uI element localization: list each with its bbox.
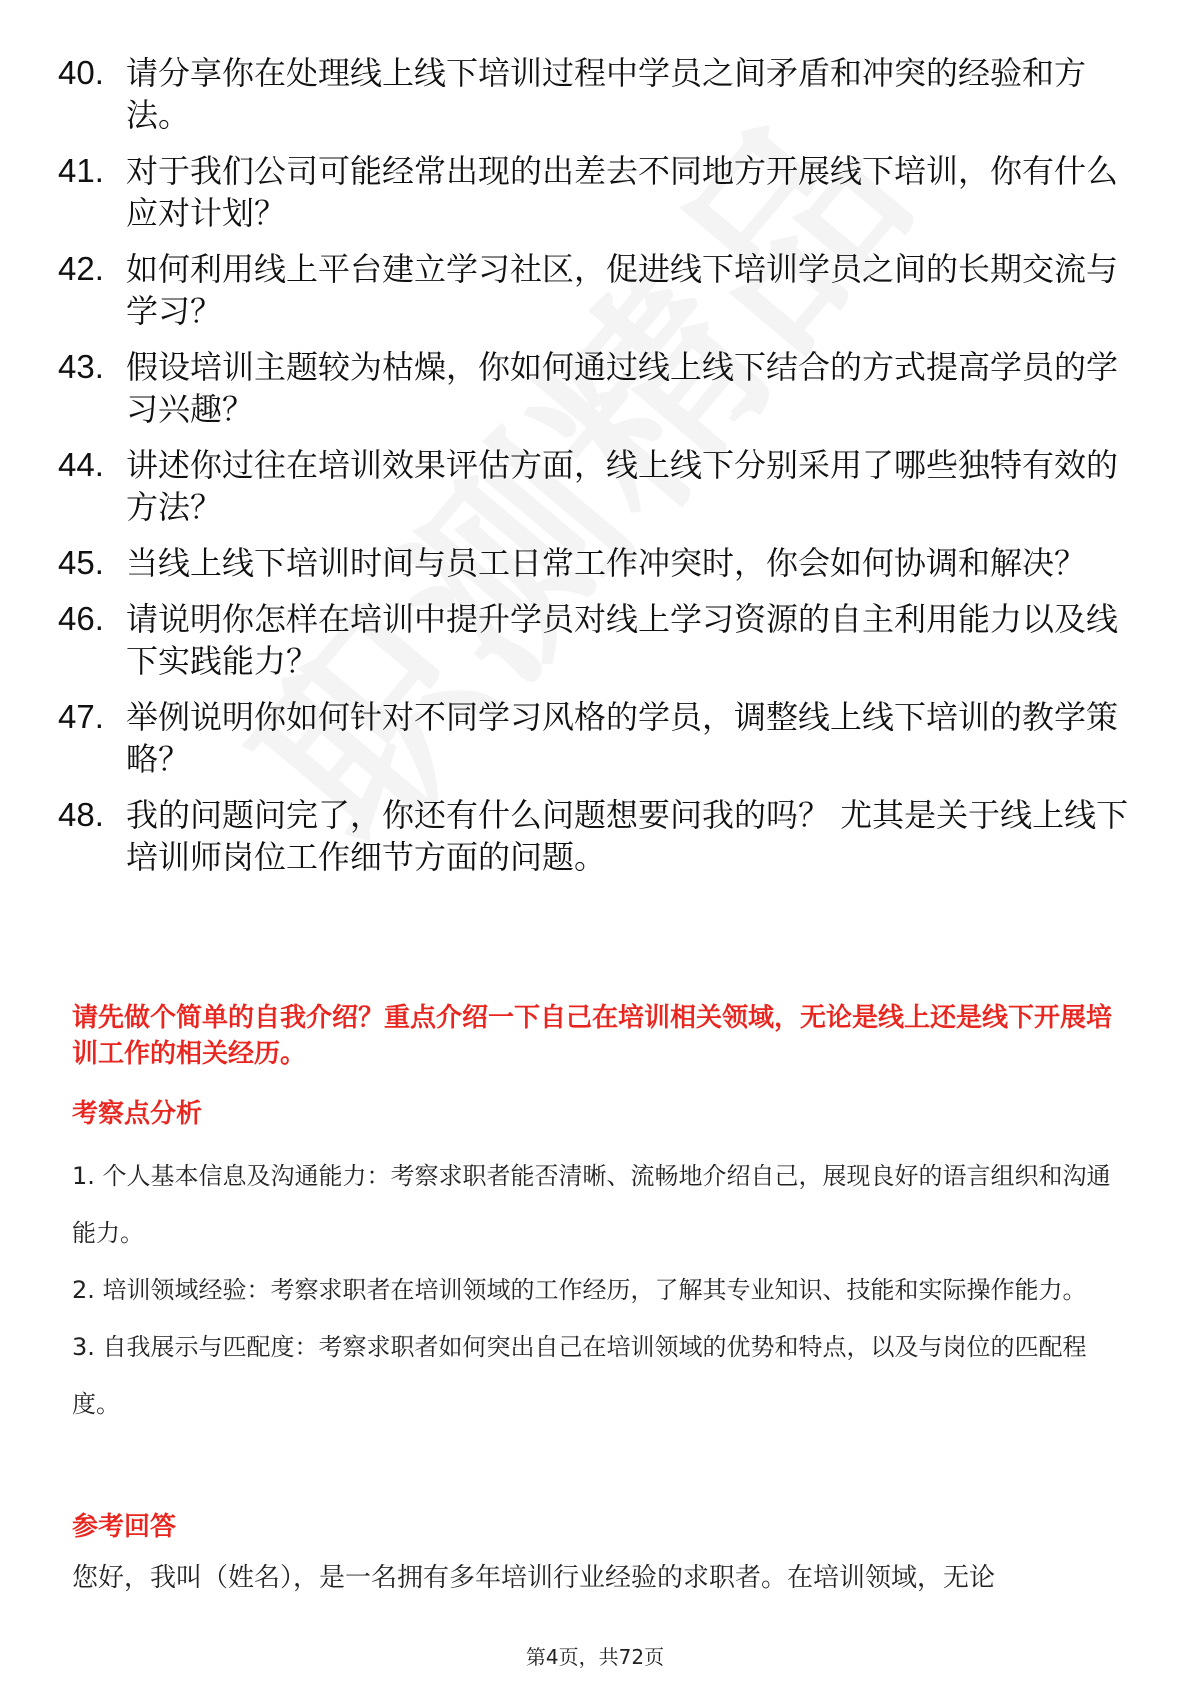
analysis-point: 3. 自我展示与匹配度：考察求职者如何突出自己在培训领域的优势和特点，以及与岗位的匹配程度。: [72, 1333, 1087, 1418]
analysis-point: 1. 个人基本信息及沟通能力：考察求职者能否清晰、流畅地介绍自己，展现良好的语言组织和沟通能力。: [72, 1162, 1111, 1247]
question-text: 我的问题问完了，你还有什么问题想要问我的吗？ 尤其是关于线上线下培训师岗位工作细节方面的问题。: [126, 796, 1129, 876]
question-item: [58, 598, 1133, 682]
question-number: 41.: [58, 152, 104, 189]
question-number: 45.: [58, 544, 104, 581]
question-item: [58, 52, 1133, 136]
analysis-title: 考察点分析: [72, 1099, 203, 1129]
question-list: [58, 52, 1133, 892]
question-item: [58, 794, 1133, 878]
question-number: 47.: [58, 698, 104, 735]
question-number: 46.: [58, 600, 104, 637]
answer-text: 您好，我叫（姓名），是一名拥有多年培训行业经验的求职者。在培训领域，无论: [72, 1563, 996, 1593]
featured-question: 请先做个简单的自我介绍？重点介绍一下自己在培训相关领域，无论是线上还是线下开展培训工作的相关经历。: [72, 1003, 1113, 1069]
question-number: 44.: [58, 446, 104, 483]
question-number: 40.: [58, 54, 104, 91]
question-text: 举例说明你如何针对不同学习风格的学员，调整线上线下培训的教学策略？: [126, 698, 1119, 778]
question-text: 当线上线下培训时间与员工日常工作冲突时，你会如何协调和解决？: [126, 544, 1087, 582]
question-item: [58, 150, 1133, 234]
analysis-points: [72, 1148, 1122, 1433]
question-text: 如何利用线上平台建立学习社区，促进线下培训学员之间的长期交流与学习？: [126, 250, 1119, 330]
question-text: 对于我们公司可能经常出现的出差去不同地方开展线下培训，你有什么应对计划？: [126, 152, 1119, 232]
question-text: 请分享你在处理线上线下培训过程中学员之间矛盾和冲突的经验和方法。: [126, 54, 1087, 134]
question-number: 43.: [58, 348, 104, 385]
analysis-point: 2. 培训领域经验：考察求职者在培训领域的工作经历，了解其专业知识、技能和实际操作能力。: [72, 1276, 1087, 1304]
question-item: [58, 444, 1133, 528]
question-item: [58, 696, 1133, 780]
question-item: [58, 346, 1133, 430]
question-text: 请说明你怎样在培训中提升学员对线上学习资源的自主利用能力以及线下实践能力？: [126, 600, 1119, 680]
question-item: [58, 542, 1133, 584]
page-footer: 第4页，共72页: [525, 1645, 665, 1669]
question-item: [58, 248, 1133, 332]
question-text: 假设培训主题较为枯燥，你如何通过线上线下结合的方式提高学员的学习兴趣？: [126, 348, 1119, 428]
question-number: 48.: [58, 796, 104, 833]
question-text: 讲述你过往在培训效果评估方面，线上线下分别采用了哪些独特有效的方法？: [126, 446, 1119, 526]
answer-title: 参考回答: [72, 1512, 177, 1542]
question-number: 42.: [58, 250, 104, 287]
